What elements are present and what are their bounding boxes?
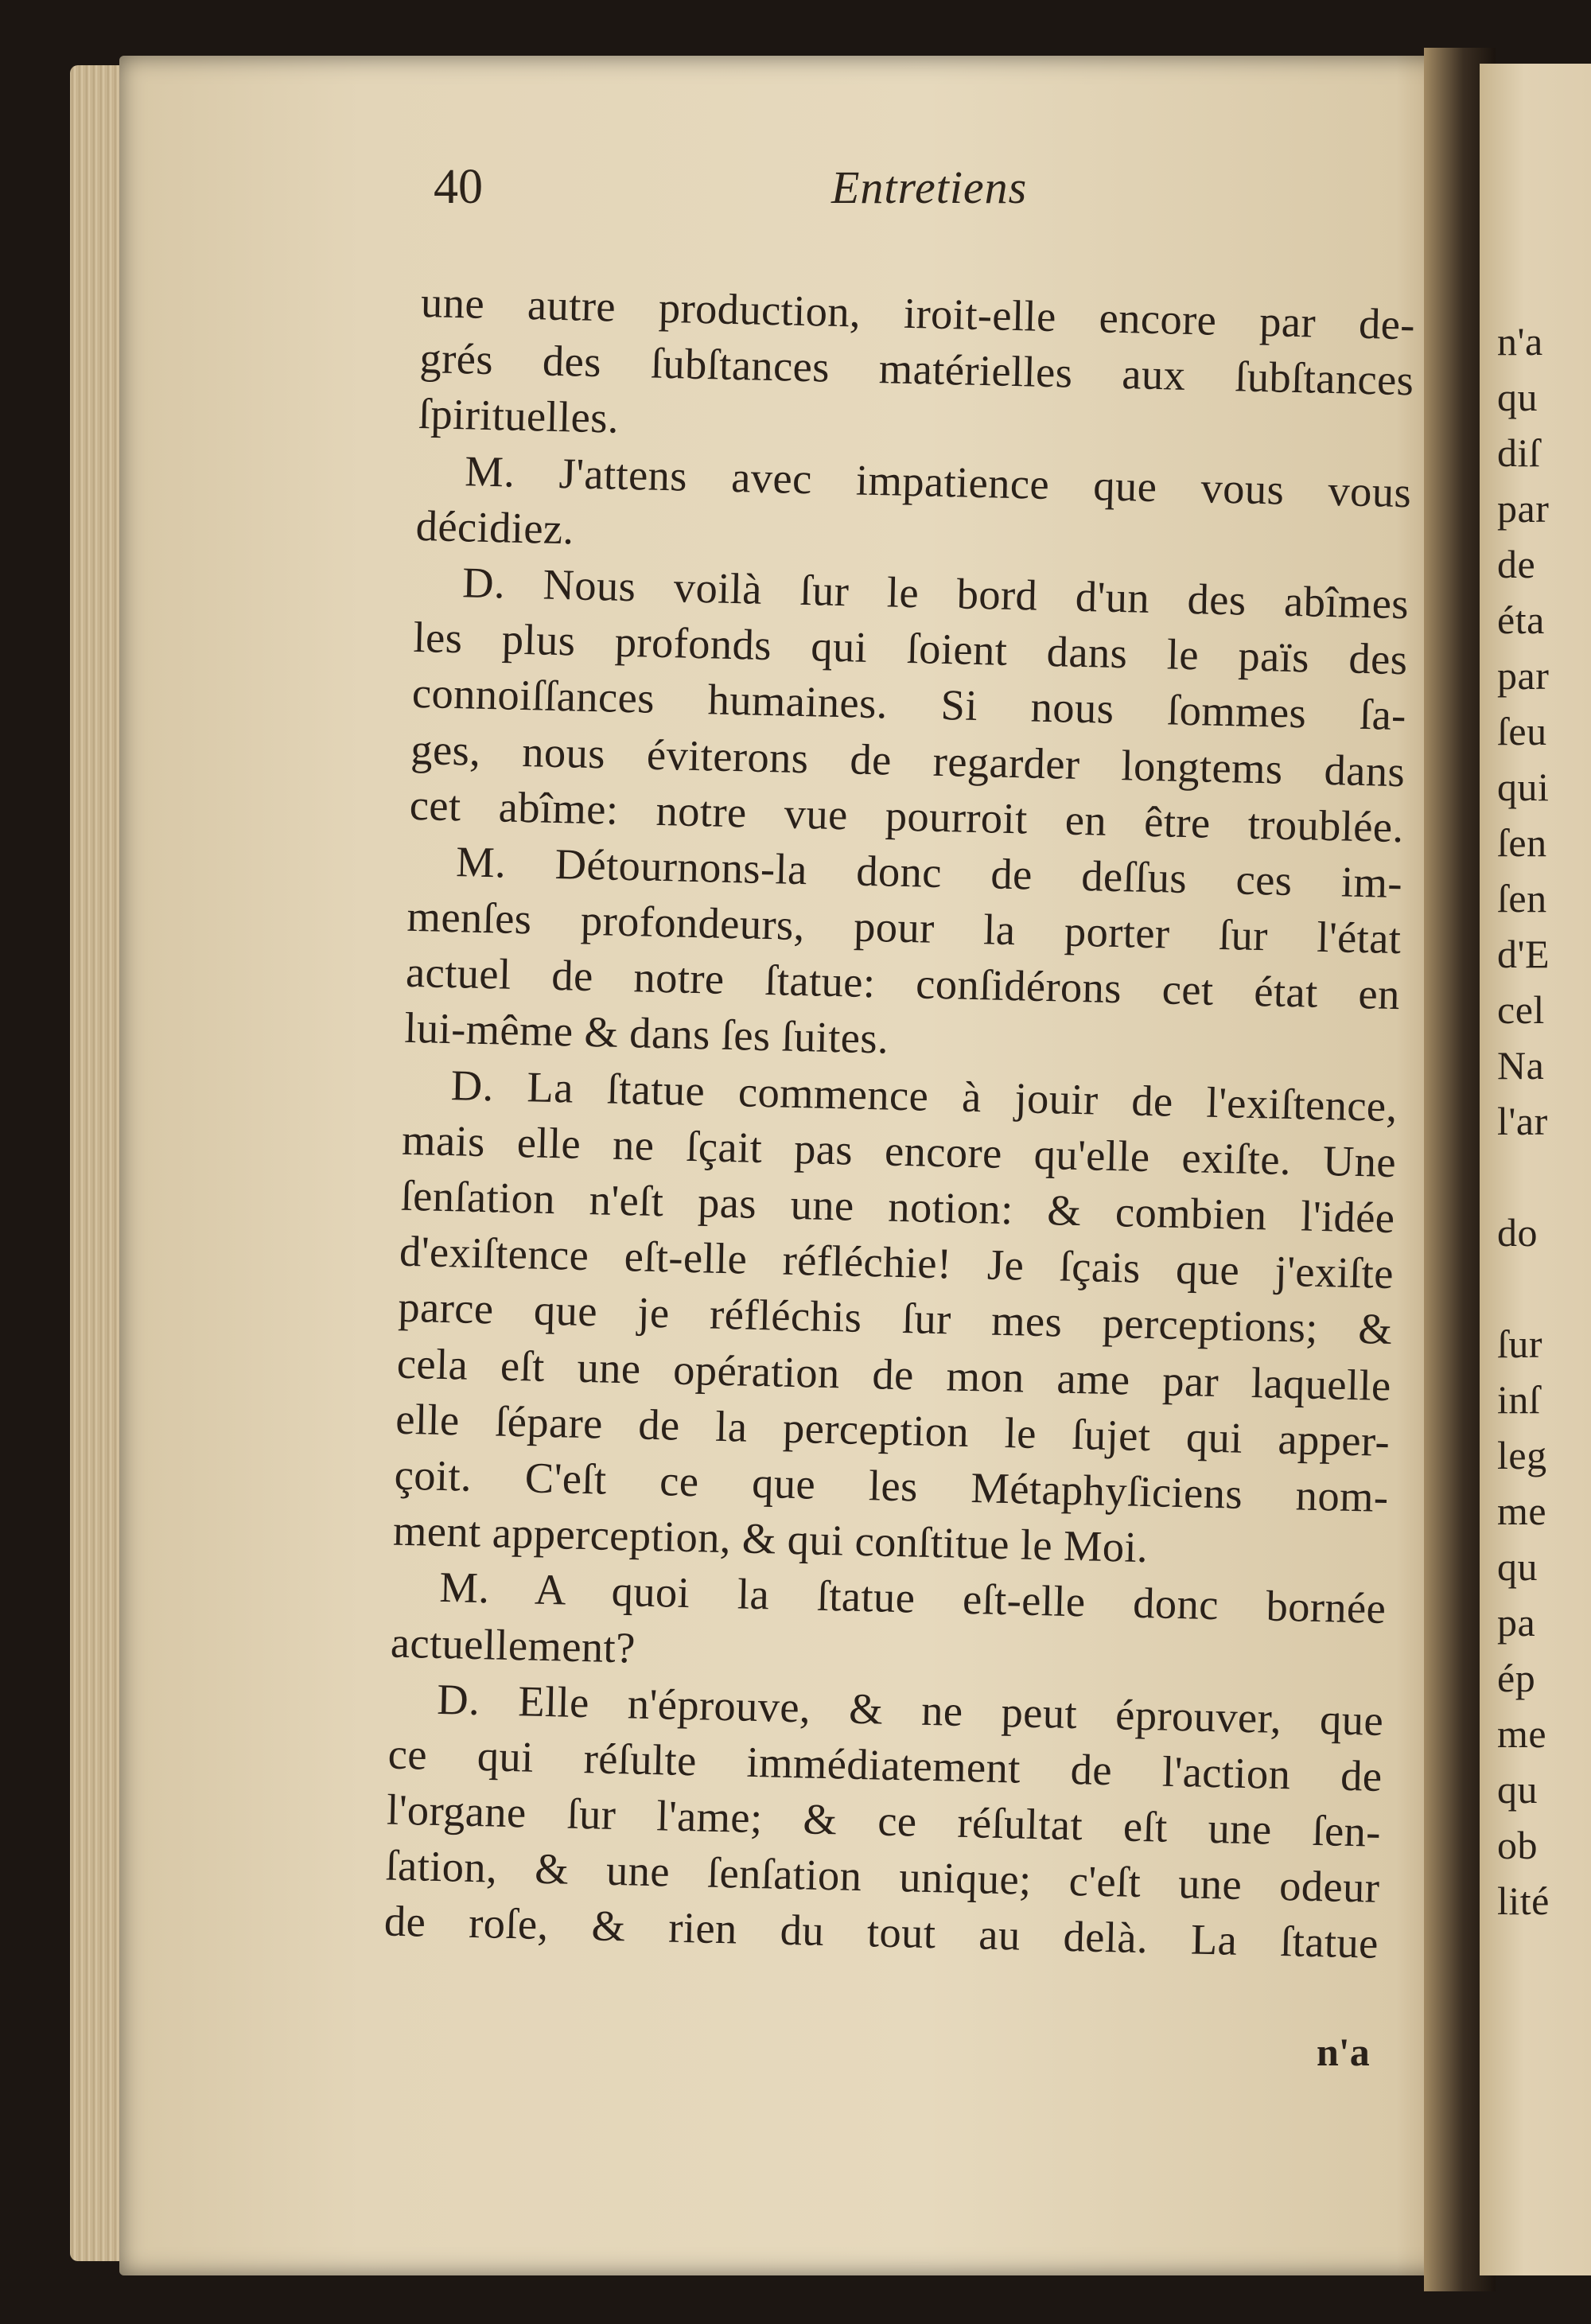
next-page-text: cel <box>1497 987 1545 1032</box>
next-page-text: n'a <box>1497 319 1543 364</box>
next-page-text: lité <box>1497 1878 1550 1923</box>
next-page-text: par <box>1497 486 1550 531</box>
next-page-text: diſ <box>1497 430 1541 475</box>
next-page-text: qui <box>1497 765 1550 809</box>
text-line: D. La ſtatue commence à jouir de l'exiſtence, <box>450 1060 1398 1131</box>
next-page-text: inſ <box>1497 1377 1541 1422</box>
text-line: D. Elle n'éprouve, & ne peut éprouver, que <box>436 1674 1384 1745</box>
running-title: Entretiens <box>831 162 1028 213</box>
text-line: les plus profonds qui ſoient dans le païs des <box>412 613 1409 684</box>
text-line: mais elle ne ſçait pas encore qu'elle exiſte. Une <box>401 1115 1397 1186</box>
next-page-text: par <box>1497 653 1550 698</box>
catchword: n'a <box>1317 2030 1370 2074</box>
next-page-text: ſen <box>1497 876 1547 921</box>
text-line: ce qui réſulte immédiatement de l'action de <box>387 1729 1383 1800</box>
next-page-text: ſen <box>1497 820 1547 865</box>
next-page-text: ob <box>1497 1823 1538 1867</box>
next-page-text: leg <box>1497 1433 1547 1477</box>
text-line: M. J'attens avec impatience que vous vous <box>464 446 1412 516</box>
text-line: ſenſation n'eſt pas une notion: & combien l'idée <box>400 1170 1396 1243</box>
right-page-fragment <box>1480 64 1591 2275</box>
text-line: M. A quoi la ſtatue eſt-elle donc bornée <box>438 1563 1387 1633</box>
text-line: parce que je réfléchis ſur mes perceptions; & <box>397 1283 1393 1354</box>
next-page-text: me <box>1497 1489 1547 1533</box>
text-line: D. Nous voilà ſur le bord d'un des abîmes <box>461 558 1410 629</box>
text-line: de roſe, & rien du tout au delà. La ſtatue <box>383 1896 1379 1968</box>
next-page-text: qu <box>1497 1544 1538 1589</box>
text-line: connoiſſances humaines. Si nous ſommes ſa- <box>411 668 1407 740</box>
next-page-text: ſur <box>1497 1322 1543 1366</box>
next-page-text: me <box>1497 1711 1547 1756</box>
text-line: actuellement? <box>390 1617 636 1672</box>
text-line: lui-même & dans ſes ſuites. <box>403 1003 889 1063</box>
body-text <box>383 274 1415 1972</box>
text-line: d'exiſtence eſt-elle réfléchie! Je ſçais que j'exiſte <box>399 1226 1395 1298</box>
text-line: cet abîme: notre vue pourroit en être troublée. <box>409 780 1405 851</box>
next-page-text: Na <box>1497 1043 1545 1088</box>
text-line: l'organe ſur l'ame; & ce réſultat eſt une ſen- <box>386 1785 1382 1856</box>
next-page-text: éta <box>1497 598 1545 642</box>
text-line: une autre production, iroit-elle encore par de- <box>420 277 1416 349</box>
text-line: grés des ſubſtances matérielles aux ſubſtances <box>418 333 1414 405</box>
text-line: elle ſépare de la perception le ſujet qui apper- <box>395 1394 1391 1466</box>
next-page-text: l'ar <box>1497 1099 1548 1143</box>
next-page-text: pa <box>1497 1600 1536 1645</box>
next-page-text: de <box>1497 542 1536 586</box>
next-page-text: qu <box>1497 1767 1538 1812</box>
text-line: actuel de notre ſtatue: conſidérons cet état en <box>405 948 1401 1019</box>
text-line: M. Détournons-la donc de deſſus ces im- <box>455 837 1403 908</box>
next-page-text: do <box>1497 1210 1538 1255</box>
next-page-text: ép <box>1497 1656 1536 1700</box>
next-page-text: d'E <box>1497 932 1550 976</box>
text-line: décidiez. <box>415 500 575 554</box>
running-head <box>434 159 1388 223</box>
text-line: çoit. C'eſt ce que les Métaphyſiciens nom- <box>394 1450 1390 1521</box>
text-line: menſes profondeurs, pour la porter ſur l'état <box>407 891 1402 963</box>
text-line: ſpirituelles. <box>418 389 620 443</box>
next-page-text: qu <box>1497 375 1538 419</box>
text-line: cela eſt une opération de mon ame par laquelle <box>396 1338 1392 1410</box>
next-page-text: ſeu <box>1497 709 1547 753</box>
page-number: 40 <box>434 160 483 214</box>
text-line: ges, nous éviterons de regarder longtems dans <box>410 724 1406 796</box>
text-line: ment apperception, & qui conſtitue le Moi. <box>392 1505 1149 1572</box>
text-line: ſation, & une ſenſation unique; c'eſt une odeur <box>384 1840 1381 1913</box>
